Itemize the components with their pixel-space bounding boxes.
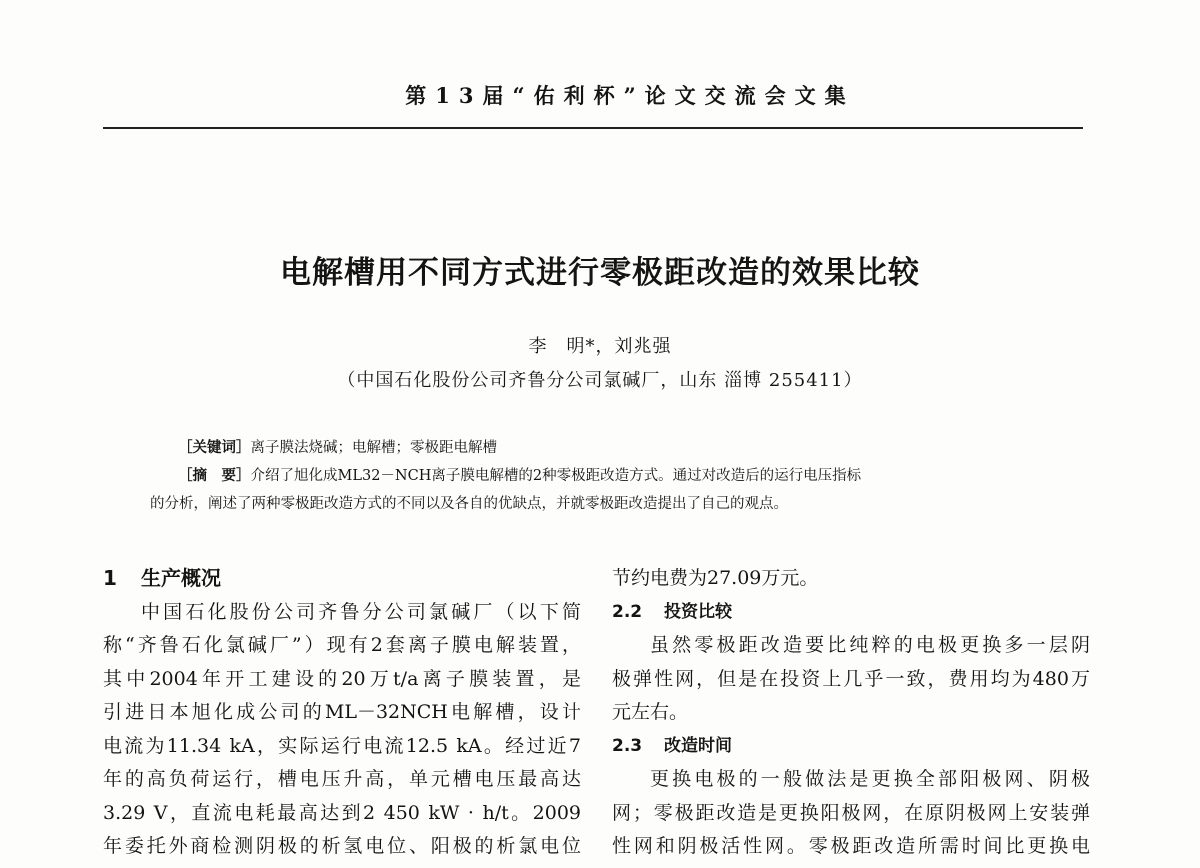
body-line: 性网和阴极活性网。零极距改造所需时间比更换电 bbox=[612, 835, 1090, 857]
subsection-title: 改造时间 bbox=[664, 735, 732, 756]
keywords bbox=[178, 434, 497, 462]
keywords-label: ［关键词］ bbox=[178, 439, 251, 456]
subsection-number: 2.3 bbox=[612, 735, 643, 756]
section-number: 1 bbox=[103, 566, 117, 590]
body-line: 其中2004年开工建设的20万t/a离子膜装置，是 bbox=[103, 667, 581, 690]
body-line: 极弹性网，但是在投资上几乎一致，费用均为480万 bbox=[612, 667, 1090, 690]
body-line: 网；零极距改造是更换阳极网，在原阴极网上安装弹 bbox=[612, 801, 1090, 824]
section-title: 生产概况 bbox=[141, 566, 221, 590]
body-line: 更换电极的一般做法是更换全部阳极网、阴极 bbox=[650, 768, 1090, 790]
abstract-line-1 bbox=[150, 462, 1055, 490]
body-line: 电流为11.34 kA，实际运行电流12.5 kA。经过近7 bbox=[103, 734, 581, 757]
left-column bbox=[103, 562, 581, 864]
section-heading-1 bbox=[103, 562, 581, 596]
body-line: 元左右。 bbox=[612, 701, 689, 723]
header-rule bbox=[103, 127, 1083, 129]
abstract-label: ［摘 要］ bbox=[178, 467, 251, 484]
authors: 李 明*，刘兆强 bbox=[528, 336, 672, 357]
affiliation: （中国石化股份公司齐鲁分公司氯碱厂，山东 淄博 255411） bbox=[337, 370, 863, 391]
body-line: 节约电费为27.09万元。 bbox=[612, 567, 819, 589]
body-line: 中国石化股份公司齐鲁分公司氯碱厂（以下简 bbox=[141, 600, 581, 623]
body-line: 虽然零极距改造要比纯粹的电极更换多一层阴 bbox=[650, 634, 1090, 656]
subsection-heading-2-3 bbox=[612, 730, 1090, 764]
running-header: 第13届“佑利杯”论文交流会文集 bbox=[405, 83, 855, 108]
abstract bbox=[150, 462, 1055, 518]
right-column bbox=[612, 562, 1090, 864]
subsection-heading-2-2 bbox=[612, 596, 1090, 630]
abstract-text-1: 介绍了旭化成ML32－NCH离子膜电解槽的2种零极距改造方式。通过对改造后的运行电压指标 bbox=[250, 468, 862, 484]
paper-title: 电解槽用不同方式进行零极距改造的效果比较 bbox=[280, 255, 920, 291]
abstract-line-2: 的分析，阐述了两种零极距改造方式的不同以及各自的优缺点，并就零极距改造提出了自己的观点。 bbox=[150, 496, 788, 512]
keywords-text: 离子膜法烧碱；电解槽；零极距电解槽 bbox=[250, 440, 497, 456]
body-line: 3.29 V，直流电耗最高达到2 450 kW · h/t。2009 bbox=[103, 801, 581, 824]
body-line: 年的高负荷运行，槽电压升高，单元槽电压最高达 bbox=[103, 768, 581, 790]
subsection-title: 投资比较 bbox=[664, 601, 732, 622]
body-line: 年委托外商检测阴极的析氢电位、阳极的析氯电位 bbox=[103, 835, 581, 857]
subsection-number: 2.2 bbox=[612, 601, 643, 622]
body-line: 称“齐鲁石化氯碱厂”）现有2套离子膜电解装置， bbox=[103, 634, 581, 656]
body-line: 引进日本旭化成公司的ML－32NCH电解槽，设计 bbox=[103, 701, 581, 723]
